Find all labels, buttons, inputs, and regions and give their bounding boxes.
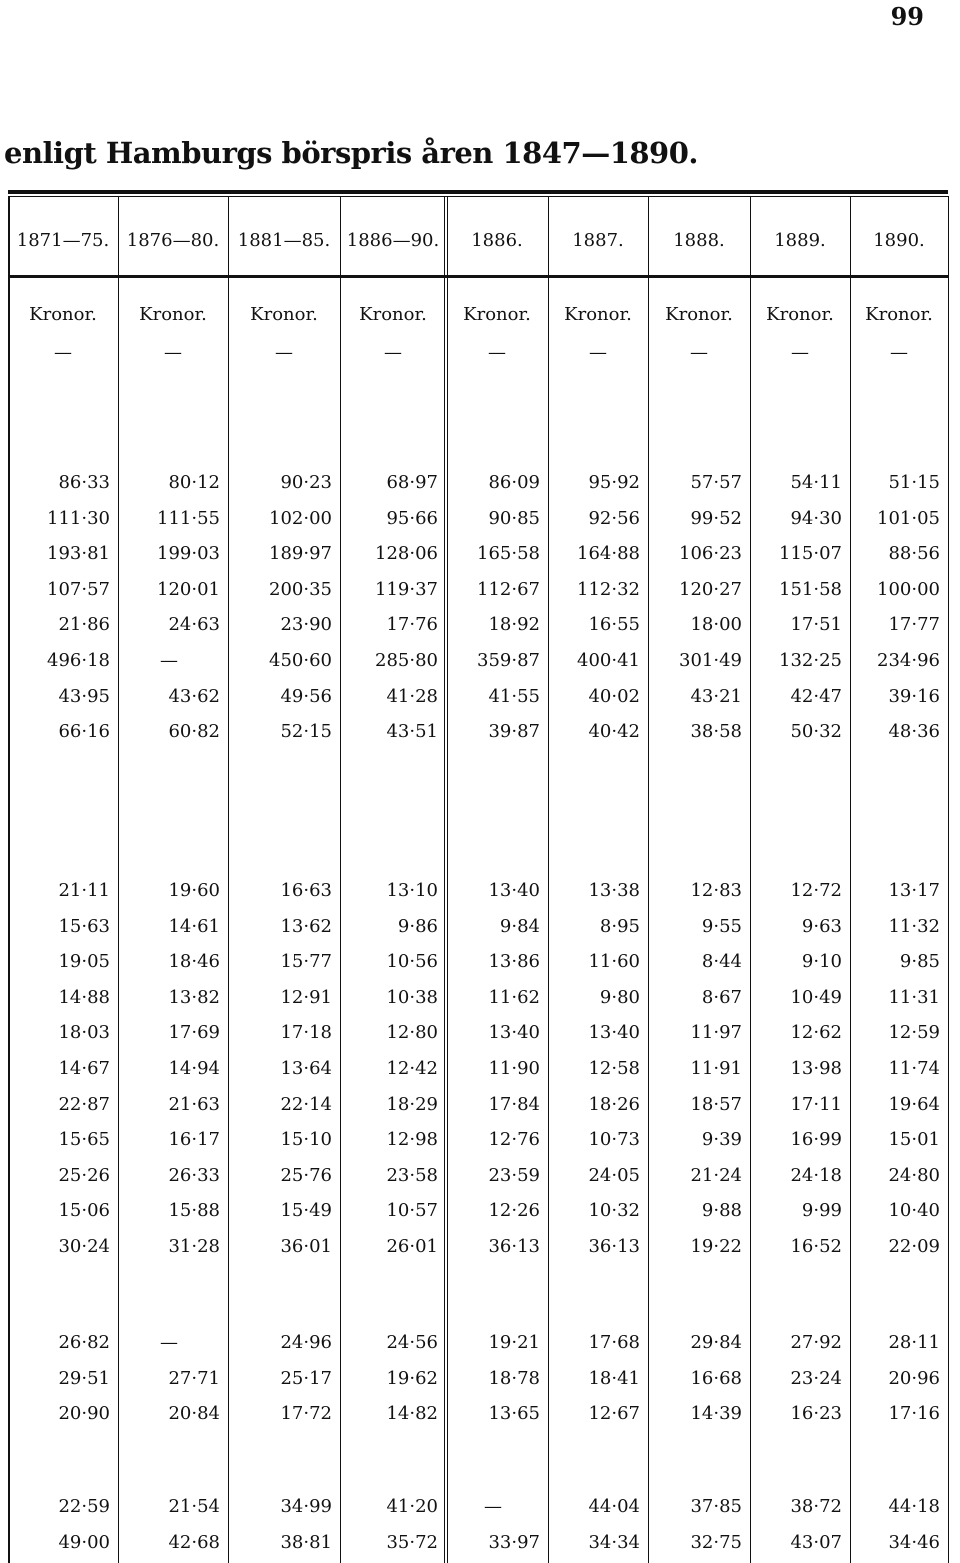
table-cell: 21·54 xyxy=(168,1496,220,1517)
table-cell: 51·15 xyxy=(888,472,940,493)
column-header: 1886—90. xyxy=(346,230,440,251)
table-row xyxy=(8,1492,948,1522)
unit-label: Kronor. xyxy=(359,304,427,325)
table-cell: 22·87 xyxy=(58,1093,110,1115)
table-row xyxy=(8,1364,948,1394)
table-cell: 66·16 xyxy=(58,721,110,743)
table-cell: 16·99 xyxy=(790,1129,842,1151)
table-cell: 199·03 xyxy=(157,543,220,565)
table-cell: 285·80 xyxy=(375,650,438,671)
table-cell: 14·82 xyxy=(386,1403,438,1425)
unit-label: Kronor. xyxy=(139,304,207,325)
table-cell: 12·62 xyxy=(790,1022,842,1044)
dash-mark: — xyxy=(589,342,607,363)
table-cell: 34·34 xyxy=(588,1531,640,1553)
table-cell: 11·60 xyxy=(588,951,640,973)
table-cell: 17·16 xyxy=(888,1403,940,1425)
table-cell: — xyxy=(484,1496,502,1517)
table-cell: 16·63 xyxy=(280,880,332,901)
table-cell: 86·33 xyxy=(58,472,110,493)
table-cell: 36·13 xyxy=(588,1236,640,1257)
table-row xyxy=(8,1018,948,1048)
table-cell: 43·07 xyxy=(790,1531,842,1553)
table-cell: 20·84 xyxy=(168,1403,220,1425)
table-cell: 24·96 xyxy=(280,1332,332,1353)
table-cell: 27·71 xyxy=(168,1367,220,1389)
table-cell: 13·40 xyxy=(588,1022,640,1044)
table-cell: 39·87 xyxy=(488,721,540,743)
table-cell: 42·68 xyxy=(168,1531,220,1553)
table-cell: 22·59 xyxy=(58,1496,110,1517)
table-cell: 26·82 xyxy=(58,1332,110,1353)
table-cell: 19·60 xyxy=(168,880,220,901)
table-cell: 52·15 xyxy=(280,721,332,743)
column-header: 1871—75. xyxy=(16,230,110,251)
table-row xyxy=(8,1399,948,1429)
table-cell: 106·23 xyxy=(679,543,742,565)
table-cell: 17·69 xyxy=(168,1022,220,1044)
table-cell: 24·63 xyxy=(168,614,220,636)
table-cell: 17·72 xyxy=(280,1403,332,1425)
table-cell: 24·18 xyxy=(790,1164,842,1186)
table-cell: 41·28 xyxy=(386,685,438,707)
table-cell: 24·80 xyxy=(888,1164,940,1186)
table-cell: 450·60 xyxy=(269,650,332,671)
table-cell: 40·42 xyxy=(588,721,640,743)
table-cell: 12·58 xyxy=(588,1058,640,1079)
table-row xyxy=(8,575,948,605)
table-row xyxy=(8,504,948,534)
table-cell: 15·49 xyxy=(280,1200,332,1222)
table-cell: 38·81 xyxy=(280,1531,332,1553)
table-cell: 234·96 xyxy=(877,650,940,671)
table-cell: 60·82 xyxy=(168,721,220,743)
table-cell: 119·37 xyxy=(375,578,438,600)
page-title: enligt Hamburgs börspris åren 1847—1890. xyxy=(4,136,698,170)
table-cell: 16·52 xyxy=(790,1236,842,1257)
table-cell: 10·38 xyxy=(386,986,438,1008)
table-cell: 49·00 xyxy=(58,1531,110,1553)
table-cell: 30·24 xyxy=(58,1236,110,1257)
table-cell: 68·97 xyxy=(386,472,438,493)
table-cell: 14·61 xyxy=(168,915,220,937)
table-cell: 29·51 xyxy=(58,1367,110,1389)
table-cell: 9·80 xyxy=(599,986,640,1008)
table-cell: 11·97 xyxy=(690,1022,742,1044)
table-cell: 13·17 xyxy=(888,880,940,901)
table-cell: 23·24 xyxy=(790,1367,842,1389)
table-cell: 8·95 xyxy=(599,915,640,937)
table-cell: 19·62 xyxy=(386,1367,438,1389)
table-cell: 43·62 xyxy=(168,685,220,707)
table-cell: 15·65 xyxy=(58,1129,110,1151)
table-row xyxy=(8,610,948,640)
table-cell: 15·06 xyxy=(58,1200,110,1222)
header-rule-bottom xyxy=(8,275,948,278)
table-cell: 16·68 xyxy=(690,1367,742,1389)
table-cell: 39·16 xyxy=(888,685,940,707)
table-cell: 11·32 xyxy=(888,915,940,937)
table-cell: 12·98 xyxy=(386,1129,438,1151)
dash-mark: — xyxy=(488,342,506,363)
column-header: 1890. xyxy=(873,230,925,251)
table-cell: 200·35 xyxy=(269,578,332,600)
table-cell: 132·25 xyxy=(779,650,842,671)
table-cell: 9·86 xyxy=(397,915,438,937)
table-cell: 12·91 xyxy=(280,986,332,1008)
table-cell: 42·47 xyxy=(790,685,842,707)
table-cell: 26·01 xyxy=(386,1236,438,1257)
table-row xyxy=(8,947,948,977)
unit-label: Kronor. xyxy=(665,304,733,325)
table-cell: 101·05 xyxy=(877,507,940,529)
table-cell: 164·88 xyxy=(577,543,640,565)
table-cell: 88·56 xyxy=(888,543,940,565)
unit-label: Kronor. xyxy=(250,304,318,325)
table-cell: — xyxy=(160,1332,178,1353)
table-cell: 21·86 xyxy=(58,614,110,636)
table-cell: 11·90 xyxy=(488,1058,540,1079)
table-cell: 12·76 xyxy=(488,1129,540,1151)
dash-mark: — xyxy=(54,342,72,363)
table-row xyxy=(8,876,948,906)
table-cell: 189·97 xyxy=(269,543,332,565)
table-cell: 90·23 xyxy=(280,472,332,493)
table-cell: 27·92 xyxy=(790,1332,842,1353)
table-cell: 13·64 xyxy=(280,1058,332,1079)
table-cell: 15·10 xyxy=(280,1129,332,1151)
table-cell: 40·02 xyxy=(588,685,640,707)
table-row xyxy=(8,912,948,942)
table-row xyxy=(8,468,948,498)
table-cell: 10·40 xyxy=(888,1200,940,1222)
table-cell: 18·78 xyxy=(488,1367,540,1389)
table-cell: 23·59 xyxy=(488,1164,540,1186)
table-cell: 37·85 xyxy=(690,1496,742,1517)
table-cell: 36·13 xyxy=(488,1236,540,1257)
table-cell: 41·55 xyxy=(488,685,540,707)
table-cell: 9·39 xyxy=(701,1129,742,1151)
table-cell: 95·66 xyxy=(386,507,438,529)
table-cell: 14·39 xyxy=(690,1403,742,1425)
table-cell: 43·51 xyxy=(386,721,438,743)
table-cell: 18·41 xyxy=(588,1367,640,1389)
table-cell: 14·67 xyxy=(58,1058,110,1079)
table-cell: 13·98 xyxy=(790,1058,842,1079)
table-cell: 9·63 xyxy=(801,915,842,937)
table-cell: 14·88 xyxy=(58,986,110,1008)
table-row xyxy=(8,717,948,747)
dash-mark: — xyxy=(791,342,809,363)
table-cell: 20·90 xyxy=(58,1403,110,1425)
table-cell: 128·06 xyxy=(375,543,438,565)
table-cell: 36·01 xyxy=(280,1236,332,1257)
table-cell: 25·26 xyxy=(58,1164,110,1186)
table-cell: 18·03 xyxy=(58,1022,110,1044)
dash-mark: — xyxy=(384,342,402,363)
table-cell: 18·92 xyxy=(488,614,540,636)
table-cell: 16·23 xyxy=(790,1403,842,1425)
table-cell: 43·21 xyxy=(690,685,742,707)
column-header: 1876—80. xyxy=(126,230,220,251)
table-row xyxy=(8,1328,948,1358)
table-cell: 34·46 xyxy=(888,1531,940,1553)
table-cell: 23·58 xyxy=(386,1164,438,1186)
table-cell: 11·74 xyxy=(888,1058,940,1079)
table-cell: 13·40 xyxy=(488,880,540,901)
table-cell: 9·55 xyxy=(701,915,742,937)
unit-label: Kronor. xyxy=(29,304,97,325)
dash-row xyxy=(8,338,948,368)
column-divider xyxy=(948,196,949,1563)
table-cell: 44·04 xyxy=(588,1496,640,1517)
unit-label: Kronor. xyxy=(865,304,933,325)
unit-label: Kronor. xyxy=(463,304,531,325)
table-cell: 18·29 xyxy=(386,1093,438,1115)
table-cell: 12·72 xyxy=(790,880,842,901)
unit-row xyxy=(8,300,948,330)
table-cell: 13·38 xyxy=(588,880,640,901)
table-cell: 94·30 xyxy=(790,507,842,529)
table-cell: 14·94 xyxy=(168,1058,220,1079)
table-cell: 15·88 xyxy=(168,1200,220,1222)
table-cell: 8·44 xyxy=(701,951,742,973)
column-header: 1887. xyxy=(572,230,624,251)
table-cell: 12·26 xyxy=(488,1200,540,1222)
table-cell: 100·00 xyxy=(877,578,940,600)
table-cell: 16·55 xyxy=(588,614,640,636)
table-cell: 19·64 xyxy=(888,1093,940,1115)
table-cell: 21·63 xyxy=(168,1093,220,1115)
table-cell: 9·10 xyxy=(801,951,842,973)
table-cell: 34·99 xyxy=(280,1496,332,1517)
table-cell: 10·56 xyxy=(386,951,438,973)
table-cell: 107·57 xyxy=(47,578,110,600)
table-cell: 99·52 xyxy=(690,507,742,529)
table-cell: 11·31 xyxy=(888,986,940,1008)
table-row xyxy=(8,1054,948,1084)
header-rule-thin xyxy=(8,196,948,197)
table-cell: 25·17 xyxy=(280,1367,332,1389)
table-cell: 496·18 xyxy=(47,650,110,671)
table-row xyxy=(8,1125,948,1155)
table-cell: 17·68 xyxy=(588,1332,640,1353)
table-cell: 8·67 xyxy=(701,986,742,1008)
table-cell: 57·57 xyxy=(690,472,742,493)
column-header: 1881—85. xyxy=(237,230,331,251)
table-row xyxy=(8,539,948,569)
table-cell: 29·84 xyxy=(690,1332,742,1353)
table-cell: 115·07 xyxy=(779,543,842,565)
table-cell: 32·75 xyxy=(690,1531,742,1553)
table-cell: 24·56 xyxy=(386,1332,438,1353)
table-cell: 44·18 xyxy=(888,1496,940,1517)
table-cell: 26·33 xyxy=(168,1164,220,1186)
table-cell: 151·58 xyxy=(779,578,842,600)
column-header: 1889. xyxy=(774,230,826,251)
table-cell: 11·91 xyxy=(690,1058,742,1079)
table-cell: 15·77 xyxy=(280,951,332,973)
table-cell: 16·17 xyxy=(168,1129,220,1151)
table-cell: 13·62 xyxy=(280,915,332,937)
table-row xyxy=(8,1196,948,1226)
table-cell: 12·67 xyxy=(588,1403,640,1425)
table-cell: 25·76 xyxy=(280,1164,332,1186)
table-cell: 111·55 xyxy=(157,507,220,529)
column-header: 1886. xyxy=(471,230,523,251)
table-cell: 17·18 xyxy=(280,1022,332,1044)
table-cell: 13·40 xyxy=(488,1022,540,1044)
table-row xyxy=(8,682,948,712)
table-cell: 9·88 xyxy=(701,1200,742,1222)
table-cell: 165·58 xyxy=(477,543,540,565)
table-cell: 12·42 xyxy=(386,1058,438,1079)
table-cell: 18·26 xyxy=(588,1093,640,1115)
table-cell: 15·01 xyxy=(888,1129,940,1151)
table-cell: 10·73 xyxy=(588,1129,640,1151)
table-cell: 28·11 xyxy=(888,1332,940,1353)
table-cell: 12·83 xyxy=(690,880,742,901)
table-cell: 90·85 xyxy=(488,507,540,529)
table-cell: 120·27 xyxy=(679,578,742,600)
table-cell: 48·36 xyxy=(888,721,940,743)
dash-mark: — xyxy=(890,342,908,363)
column-header: 1888. xyxy=(673,230,725,251)
table-cell: 193·81 xyxy=(47,543,110,565)
table-cell: 17·84 xyxy=(488,1093,540,1115)
table-cell: 13·82 xyxy=(168,986,220,1008)
table-cell: 17·11 xyxy=(790,1093,842,1115)
table-cell: 95·92 xyxy=(588,472,640,493)
table-cell: 19·22 xyxy=(690,1236,742,1257)
table-cell: 400·41 xyxy=(577,650,640,671)
table-cell: 54·11 xyxy=(790,472,842,493)
table-cell: 20·96 xyxy=(888,1367,940,1389)
table-cell: 15·63 xyxy=(58,915,110,937)
table-cell: 38·58 xyxy=(690,721,742,743)
header-rule-top xyxy=(8,190,948,194)
table-cell: 11·62 xyxy=(488,986,540,1008)
table-cell: 18·00 xyxy=(690,614,742,636)
table-cell: 9·99 xyxy=(801,1200,842,1222)
table-cell: 12·80 xyxy=(386,1022,438,1044)
table-cell: 31·28 xyxy=(168,1236,220,1257)
table-cell: 22·14 xyxy=(280,1093,332,1115)
table-cell: 38·72 xyxy=(790,1496,842,1517)
table-cell: 9·85 xyxy=(899,951,940,973)
table-cell: 10·32 xyxy=(588,1200,640,1222)
table-cell: 13·65 xyxy=(488,1403,540,1425)
table-cell: 10·57 xyxy=(386,1200,438,1222)
table-cell: 17·77 xyxy=(888,614,940,636)
table-cell: 9·84 xyxy=(499,915,540,937)
table-cell: 112·67 xyxy=(477,578,540,600)
table-cell: 21·11 xyxy=(58,880,110,901)
table-cell: 102·00 xyxy=(269,507,332,529)
table-cell: 24·05 xyxy=(588,1164,640,1186)
table-cell: 12·59 xyxy=(888,1022,940,1044)
table-cell: 18·46 xyxy=(168,951,220,973)
table-cell: 35·72 xyxy=(386,1531,438,1553)
page-number: 99 xyxy=(890,2,924,31)
table-cell: 301·49 xyxy=(679,650,742,671)
table-cell: 112·32 xyxy=(577,578,640,600)
header-row xyxy=(8,226,948,256)
table-cell: 43·95 xyxy=(58,685,110,707)
table-cell: — xyxy=(160,650,178,671)
table-cell: 41·20 xyxy=(386,1496,438,1517)
table-cell: 80·12 xyxy=(168,472,220,493)
unit-label: Kronor. xyxy=(766,304,834,325)
table-cell: 21·24 xyxy=(690,1164,742,1186)
table-row xyxy=(8,1528,948,1558)
table-cell: 86·09 xyxy=(488,472,540,493)
table-row xyxy=(8,646,948,676)
unit-label: Kronor. xyxy=(564,304,632,325)
table-cell: 13·10 xyxy=(386,880,438,901)
table-cell: 18·57 xyxy=(690,1093,742,1115)
table-cell: 19·21 xyxy=(488,1332,540,1353)
table-cell: 17·51 xyxy=(790,614,842,636)
table-cell: 49·56 xyxy=(280,685,332,707)
table-cell: 111·30 xyxy=(47,507,110,529)
dash-mark: — xyxy=(164,342,182,363)
table-cell: 22·09 xyxy=(888,1236,940,1257)
table-row xyxy=(8,1232,948,1262)
table-row xyxy=(8,983,948,1013)
table-cell: 17·76 xyxy=(386,614,438,636)
table-cell: 33·97 xyxy=(488,1531,540,1553)
table-cell: 359·87 xyxy=(477,650,540,671)
table-cell: 23·90 xyxy=(280,614,332,636)
table-row xyxy=(8,1090,948,1120)
table-cell: 120·01 xyxy=(157,578,220,600)
dash-mark: — xyxy=(275,342,293,363)
table-cell: 19·05 xyxy=(58,951,110,973)
table-cell: 50·32 xyxy=(790,721,842,743)
table-cell: 13·86 xyxy=(488,951,540,973)
dash-mark: — xyxy=(690,342,708,363)
table-row xyxy=(8,1161,948,1191)
table-cell: 92·56 xyxy=(588,507,640,529)
table-cell: 10·49 xyxy=(790,986,842,1008)
